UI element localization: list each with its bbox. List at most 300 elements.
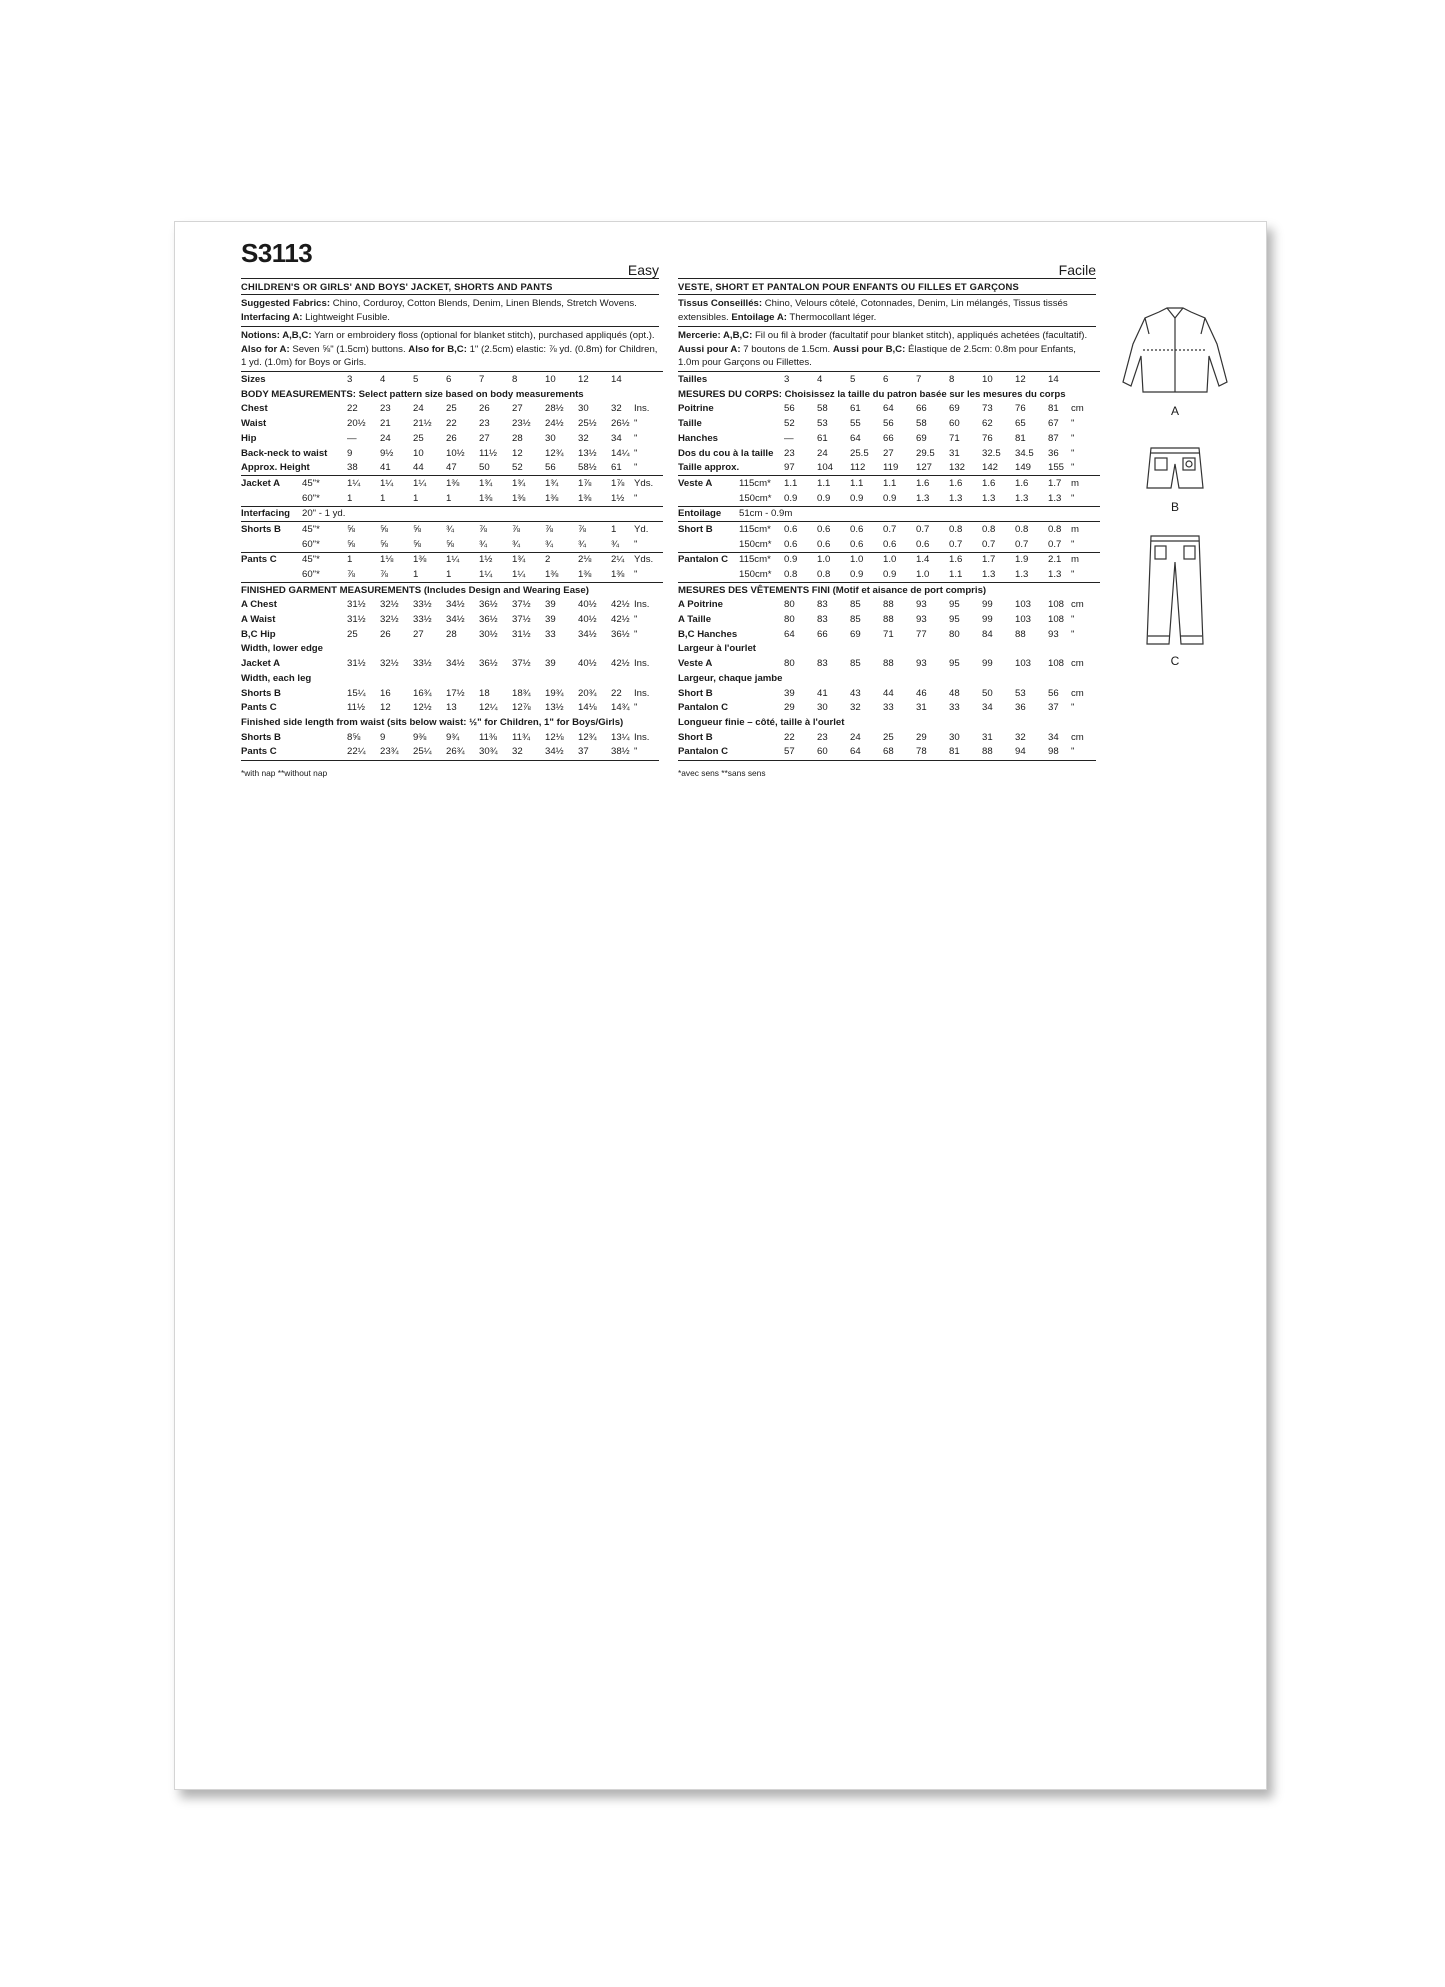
table-cell: 33½ <box>413 614 432 626</box>
table-cell: 15¼ <box>347 687 366 699</box>
footnote: *avec sens **sans sens <box>678 768 766 779</box>
interfacing-text: Lightweight Fusible. <box>302 311 390 323</box>
table-cell: 28 <box>446 628 457 640</box>
table-cell: 32 <box>512 746 523 758</box>
view-letter: C <box>1170 654 1180 668</box>
table-cell: 132 <box>949 462 966 474</box>
table-cell: cm <box>1071 731 1084 743</box>
table-cell: 61 <box>611 462 622 474</box>
table-cell: ⅝ <box>446 538 455 550</box>
table-cell: 0.8 <box>817 569 831 581</box>
table-cell: 77 <box>916 628 927 640</box>
table-row <box>678 446 1100 461</box>
table-cell: 0.6 <box>850 522 883 537</box>
fabrics-section <box>678 295 1096 327</box>
table-cell: 1 <box>347 552 380 567</box>
table-cell: 60"* <box>302 538 320 550</box>
table-cell <box>578 506 611 522</box>
table-cell: 31 <box>949 447 960 459</box>
table-row <box>241 552 663 567</box>
table-cell: 41 <box>380 462 391 474</box>
table-cell: 37 <box>1048 702 1059 714</box>
table-cell: 1.9 <box>1015 552 1048 567</box>
table-cell: 97 <box>784 462 795 474</box>
table-cell: 32 <box>850 702 861 714</box>
table-cell: 1¾ <box>479 476 512 491</box>
table-cell: ⅝ <box>413 522 446 537</box>
table-cell <box>302 745 347 760</box>
table-cell: 14 <box>1048 372 1071 387</box>
table-cell: 2¼ <box>611 552 634 567</box>
difficulty-label: Easy <box>627 261 659 278</box>
table-cell: 0.9 <box>784 552 817 567</box>
table-cell: cm <box>1071 687 1084 699</box>
row-label: A Waist <box>241 614 276 626</box>
table-row <box>678 583 1100 598</box>
table-cell: 25 <box>413 432 424 444</box>
table-cell: 37 <box>578 746 589 758</box>
table-cell <box>302 372 347 387</box>
table-cell: 7 <box>479 372 512 387</box>
table-cell: 41 <box>817 687 828 699</box>
table-row <box>241 671 663 686</box>
table-row <box>241 522 663 537</box>
table-row <box>678 537 1100 552</box>
table-cell: ⅝ <box>380 538 389 550</box>
table-row <box>241 612 663 627</box>
table-cell: 119 <box>883 462 899 474</box>
table-cell: 40½ <box>578 614 597 626</box>
table-cell <box>949 506 982 522</box>
row-label: Hanches <box>678 432 718 444</box>
table-cell: 85 <box>850 599 861 611</box>
table-cell: ¾ <box>578 538 587 550</box>
table-cell: ⅞ <box>347 569 356 581</box>
table-cell: 10 <box>982 372 1015 387</box>
table-cell: 32½ <box>380 614 399 626</box>
table-cell: 34 <box>611 432 622 444</box>
table-row <box>241 745 663 760</box>
table-cell <box>545 506 578 522</box>
table-row <box>678 701 1100 716</box>
table-cell: 88 <box>1015 628 1026 640</box>
table-cell: 1.1 <box>817 476 850 491</box>
table-cell: 34 <box>1048 731 1059 743</box>
row-label: Pantalon C <box>678 746 729 758</box>
row-label: Largeur, chaque jambe <box>678 672 783 684</box>
row-label: Interfacing <box>241 506 302 522</box>
row-label: FINISHED GARMENT MEASUREMENTS (Includes Design and Wearing Ease) <box>241 583 663 598</box>
table-cell: 21½ <box>413 418 432 430</box>
table-cell: 1.1 <box>784 476 817 491</box>
table-cell: 39 <box>545 599 556 611</box>
table-cell: 155 <box>1048 462 1065 474</box>
row-label: MESURES DU CORPS: Choisissez la taille du patron basée sur les mesures du corps <box>678 388 1066 400</box>
table-row <box>241 402 663 417</box>
table-cell: 1 <box>380 492 386 504</box>
table-cell: 12¾ <box>578 731 597 743</box>
fabrics-text: Chino, Corduroy, Cotton Blends, Denim, Linen Blends, Stretch Wovens. <box>330 298 637 310</box>
table-cell: 64 <box>784 628 795 640</box>
also-a-text: Seven ⅝" (1.5cm) buttons. <box>289 343 409 355</box>
also-bc-text: Élastique de 2.5cm: 0.8m pour Enfants, 1.0m pour Garçons ou Fillettes. <box>678 343 1076 369</box>
table-cell: 71 <box>949 432 960 444</box>
table-row <box>241 583 663 598</box>
table-cell: 23 <box>784 447 795 459</box>
table-cell: 1⅜ <box>545 492 559 504</box>
table-cell: 9⅜ <box>413 731 427 743</box>
table-row <box>678 730 1100 745</box>
table-cell: 60"* <box>302 569 320 581</box>
table-cell <box>739 701 784 716</box>
notions-label: Mercerie: A,B,C: <box>678 330 753 342</box>
interfacing-label: Interfacing A: <box>241 311 303 323</box>
table-cell: cm <box>1071 599 1084 611</box>
table-cell: 21 <box>380 418 391 430</box>
table-cell: 1¼ <box>413 476 446 491</box>
table-cell: 1 <box>446 569 452 581</box>
row-label: Finished side length from waist (sits below waist: ½" for Children, 1" for Boys/Girls) <box>241 716 624 728</box>
table-cell: ¾ <box>545 538 554 550</box>
table-row <box>678 642 1100 657</box>
table-cell <box>739 402 784 417</box>
row-label: Pants C <box>241 552 302 567</box>
table-cell: 12 <box>578 372 611 387</box>
row-label <box>241 491 302 506</box>
interfacing-label: Entoilage A: <box>731 311 787 323</box>
table-cell: 1⅞ <box>611 476 634 491</box>
table-cell: 93 <box>916 658 927 670</box>
table-row <box>678 598 1100 613</box>
table-cell: 56 <box>784 403 795 415</box>
table-cell: 99 <box>982 599 993 611</box>
table-cell: 1.3 <box>916 492 930 504</box>
table-cell: 1 <box>413 492 419 504</box>
table-cell: 31½ <box>347 599 366 611</box>
table-cell: 34.5 <box>1015 447 1034 459</box>
table-cell: 1.1 <box>949 569 963 581</box>
table-cell: 23 <box>479 418 490 430</box>
table-cell: Yds. <box>634 476 663 491</box>
table-cell: 36 <box>1048 447 1059 459</box>
table-cell: 18 <box>479 687 490 699</box>
row-label: Jacket A <box>241 476 302 491</box>
table-cell: 0.9 <box>850 492 864 504</box>
table-cell: 81 <box>1015 432 1026 444</box>
table-cell: 22 <box>446 418 457 430</box>
table-cell: 12⅛ <box>545 731 564 743</box>
row-label: Tailles <box>678 372 739 387</box>
table-cell: 83 <box>817 614 828 626</box>
table-cell: 26 <box>446 432 457 444</box>
table-cell: 44 <box>883 687 894 699</box>
table-cell: " <box>1071 492 1075 504</box>
table-cell: 93 <box>1048 628 1059 640</box>
table-cell: 34½ <box>578 628 597 640</box>
table-cell: ⅞ <box>545 522 578 537</box>
table-cell: 37½ <box>512 658 531 670</box>
table-cell: 37½ <box>512 614 531 626</box>
table-cell: 1¼ <box>512 569 526 581</box>
table-cell: 103 <box>1015 614 1032 626</box>
table-cell: 1.0 <box>883 552 916 567</box>
table-cell: 32 <box>611 403 622 415</box>
table-row <box>678 552 1100 567</box>
table-cell <box>302 598 347 613</box>
row-label: Waist <box>241 418 267 430</box>
table-cell: " <box>1071 569 1075 581</box>
table-cell: 95 <box>949 658 960 670</box>
table-cell: 0.7 <box>1048 538 1062 550</box>
table-cell: 36½ <box>611 628 630 640</box>
table-cell: 52 <box>784 418 795 430</box>
table-cell: m <box>1071 476 1100 491</box>
table-cell: 12½ <box>413 702 432 714</box>
row-label: Taille <box>678 418 702 430</box>
table-cell: 1½ <box>611 492 625 504</box>
table-cell: 1⅜ <box>578 569 592 581</box>
table-cell: 69 <box>850 628 861 640</box>
table-row <box>678 372 1100 387</box>
table-cell: 103 <box>1015 599 1032 611</box>
table-cell: 0.8 <box>982 522 1015 537</box>
table-cell: 27 <box>512 403 523 415</box>
table-cell: 5 <box>850 372 883 387</box>
table-cell: 83 <box>817 658 828 670</box>
table-cell: 1⅜ <box>512 492 526 504</box>
table-cell: 9 <box>347 447 353 459</box>
table-row <box>241 642 663 657</box>
table-end-rule <box>241 760 659 761</box>
table-cell: ¾ <box>446 522 479 537</box>
table-cell: 60 <box>949 418 960 430</box>
table-row <box>241 476 663 491</box>
table-cell <box>302 730 347 745</box>
table-cell: 0.9 <box>850 569 864 581</box>
table-cell: m <box>1071 552 1100 567</box>
table-cell: Yd. <box>634 522 663 537</box>
table-cell: " <box>634 628 638 640</box>
table-cell: 30 <box>545 432 556 444</box>
table-cell: 0.9 <box>883 492 897 504</box>
table-cell: 108 <box>1048 614 1065 626</box>
table-cell: 47 <box>446 462 457 474</box>
table-cell: 65 <box>1015 418 1026 430</box>
table-cell: " <box>634 462 638 474</box>
table-cell <box>302 657 347 672</box>
table-cell: 104 <box>817 462 834 474</box>
table-cell: 1 <box>347 492 353 504</box>
table-cell: 4 <box>817 372 850 387</box>
table-cell <box>302 686 347 701</box>
table-row <box>241 715 663 730</box>
table-cell: 12¼ <box>479 702 498 714</box>
table-cell: 0.6 <box>883 538 897 550</box>
table-cell <box>739 417 784 432</box>
table-cell <box>739 745 784 760</box>
table-cell: 0.6 <box>784 522 817 537</box>
table-cell: 56 <box>1048 687 1059 699</box>
table-cell: ¾ <box>479 538 488 550</box>
row-label: B,C Hanches <box>678 628 738 640</box>
table-row <box>678 387 1100 402</box>
table-cell: 10 <box>545 372 578 387</box>
french-column <box>678 254 1096 781</box>
table-cell: 22 <box>611 687 622 699</box>
table-cell: 25.5 <box>850 447 869 459</box>
table-cell: 30 <box>949 731 960 743</box>
table-cell: 14⅛ <box>578 702 597 714</box>
table-cell: 30 <box>578 403 589 415</box>
table-cell: 3 <box>784 372 817 387</box>
table-cell: 69 <box>949 403 960 415</box>
row-label <box>241 567 302 582</box>
table-cell: cm <box>1071 658 1084 670</box>
table-cell: 85 <box>850 658 861 670</box>
table-cell <box>302 612 347 627</box>
table-cell: 1.6 <box>949 476 982 491</box>
row-label: Entoilage <box>678 506 739 522</box>
table-cell: ⅝ <box>413 538 422 550</box>
table-cell: 31½ <box>512 628 531 640</box>
fabrics-section <box>241 295 659 327</box>
table-cell: 1.1 <box>850 476 883 491</box>
table-cell <box>739 657 784 672</box>
also-a-text: 7 boutons de 1.5cm. <box>740 343 833 355</box>
table-cell: 0.7 <box>883 522 916 537</box>
table-cell: " <box>634 538 638 550</box>
row-label: Back-neck to waist <box>241 447 328 459</box>
table-cell: 1⅜ <box>446 476 479 491</box>
row-label: Short B <box>678 731 713 743</box>
table-cell: 11½ <box>347 702 365 714</box>
table-row <box>241 417 663 432</box>
table-cell: ⅝ <box>347 522 380 537</box>
table-cell: 42½ <box>611 614 630 626</box>
table-cell: 52 <box>512 462 523 474</box>
table-cell: 24 <box>413 403 424 415</box>
table-cell: 25 <box>347 628 358 640</box>
table-cell: 26½ <box>611 418 630 430</box>
table-cell: 11¾ <box>512 731 530 743</box>
table-cell <box>739 627 784 642</box>
table-cell: ¾ <box>611 538 620 550</box>
pattern-sheet <box>174 221 1267 1790</box>
table-row <box>241 431 663 446</box>
table-cell: 14¾ <box>611 702 630 714</box>
table-cell <box>302 431 347 446</box>
row-label: Shorts B <box>241 522 302 537</box>
table-cell <box>739 598 784 613</box>
table-cell <box>1071 506 1100 522</box>
table-cell: 1.3 <box>1048 569 1062 581</box>
table-cell: 1.3 <box>982 569 996 581</box>
table-cell: 32½ <box>380 599 399 611</box>
table-row <box>678 431 1100 446</box>
table-cell: 149 <box>1015 462 1032 474</box>
row-label: Hip <box>241 432 257 444</box>
table-cell: 43 <box>850 687 861 699</box>
table-cell: 85 <box>850 614 861 626</box>
table-cell: 24 <box>380 432 391 444</box>
table-cell: 29.5 <box>916 447 935 459</box>
table-cell: 78 <box>916 746 927 758</box>
table-row <box>678 686 1100 701</box>
table-cell: 1.3 <box>982 492 996 504</box>
table-cell: 36½ <box>479 599 498 611</box>
table-cell: 37½ <box>512 599 531 611</box>
header-en <box>241 238 659 279</box>
table-cell: 14¼ <box>611 447 630 459</box>
row-label <box>678 491 739 506</box>
table-cell: 2.1 <box>1048 552 1071 567</box>
table-cell: 93 <box>916 614 927 626</box>
table-cell: 1¼ <box>479 569 493 581</box>
table-cell: 0.7 <box>916 522 949 537</box>
table-cell: 8⅝ <box>347 731 361 743</box>
table-cell: 32½ <box>380 658 399 670</box>
footnote: *with nap **without nap <box>241 768 328 779</box>
also-bc-text: 1" (2.5cm) elastic: ⅞ yd. (0.8m) for Children, 1 yd. (1.0m) for Boys or Girls. <box>241 343 658 369</box>
table-row <box>678 671 1100 686</box>
table-cell: 38 <box>347 462 358 474</box>
table-row <box>241 537 663 552</box>
table-cell: 23½ <box>512 418 531 430</box>
also-bc-label: Aussi pour B,C: <box>832 343 906 355</box>
table-body <box>241 372 663 759</box>
measurement-table <box>678 371 1100 759</box>
table-row <box>241 461 663 476</box>
table-row <box>678 461 1100 476</box>
table-cell <box>446 506 479 522</box>
table-cell: 1¾ <box>512 476 545 491</box>
table-cell: 127 <box>916 462 933 474</box>
table-row <box>678 657 1100 672</box>
table-cell: 30¾ <box>479 746 498 758</box>
row-label: Pantalon C <box>678 552 739 567</box>
table-cell: 28 <box>512 432 523 444</box>
table-cell: 19¾ <box>545 687 564 699</box>
table-cell: 31½ <box>347 658 366 670</box>
table-row <box>241 686 663 701</box>
table-cell: " <box>1071 702 1075 714</box>
table-cell: 81 <box>1048 403 1059 415</box>
table-cell: 24 <box>850 731 861 743</box>
table-cell <box>739 730 784 745</box>
table-cell: 32.5 <box>982 447 1001 459</box>
table-row <box>678 491 1100 506</box>
table-cell: 99 <box>982 658 993 670</box>
table-cell: " <box>634 492 638 504</box>
table-cell: " <box>634 569 638 581</box>
table-cell: " <box>1071 432 1075 444</box>
table-cell: 26 <box>380 628 391 640</box>
row-label: Short B <box>678 522 739 537</box>
table-cell: 150cm* <box>739 492 772 504</box>
table-cell: 1.7 <box>1048 476 1071 491</box>
row-label: Taille approx. <box>678 462 740 474</box>
row-label: Short B <box>678 687 713 699</box>
table-cell: " <box>1071 538 1075 550</box>
interfacing-text: Thermocollant léger. <box>786 311 877 323</box>
table-cell: 23 <box>380 403 391 415</box>
table-cell <box>883 506 916 522</box>
table-cell: 2 <box>545 552 578 567</box>
table-cell: 12 <box>512 447 523 459</box>
table-cell: 2⅛ <box>578 552 611 567</box>
table-cell <box>634 372 663 387</box>
table-cell: 31 <box>916 702 927 714</box>
